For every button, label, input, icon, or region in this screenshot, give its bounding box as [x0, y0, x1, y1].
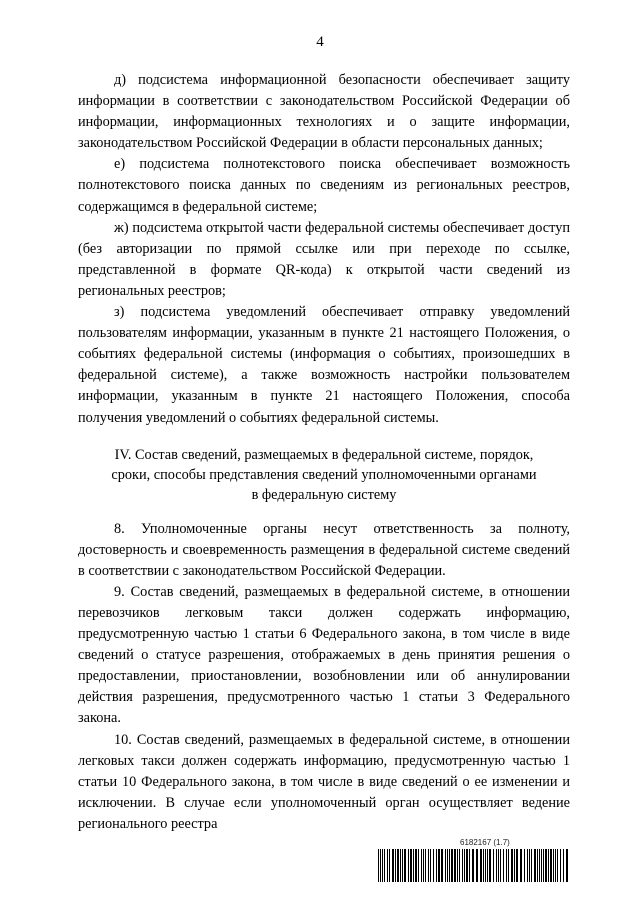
paragraph-9: 9. Состав сведений, размещаемых в федеральной системе, в отношении перевозчиков легковым такси должен содержать информацию, предусмотренную частью 1 статьи 6 Федерального закона, в том числе в виде сведений о статусе разрешения, отображаемых в день принятия решения о предоставлении, приостановлении, возобновлении или об аннулировании действия разрешения, предусмотренного частью 1 статьи 3 Федерального закона.	[78, 583, 570, 727]
page-number: 4	[316, 34, 324, 50]
paragraph-zh: ж) подсистема открытой части федеральной системы обеспечивает доступ (без авторизации по прямой ссылке или при переходе по ссылке, представленной в формате QR-кода) к открытой части сведений из региональных реестров;	[78, 219, 570, 299]
paragraph-10: 10. Состав сведений, размещаемых в федеральной системе, в отношении легковых такси должен содержать информацию, предусмотренную частью 1 статьи 10 Федерального закона, в том числе в виде сведений о ее изменении и исключении. В случае если уполномоченный орган осуществляет ведение регионального реестра	[78, 731, 570, 832]
section-heading	[78, 445, 570, 505]
section-heading-line-2: сроки, способы представления сведений уполномоченными органами	[111, 466, 537, 483]
barcode-icon	[378, 849, 570, 882]
section-heading-line-1: IV. Состав сведений, размещаемых в федеральной системе, порядок,	[114, 446, 534, 463]
document-barcode	[378, 838, 570, 886]
section-heading-line-3: в федеральную систему	[251, 486, 397, 503]
paragraph-z: з) подсистема уведомлений обеспечивает отправку уведомлений пользователям информации, указанным в пункте 21 настоящего Положения, о событиях федеральной системы (информация о событиях, произошедших в федеральной системе), а также возможность настройки пользователем информации, указанным в пункте 21 настоящего Положения, способа получения уведомлений о событиях федеральной системы.	[78, 304, 570, 426]
paragraph-e: е) подсистема полнотекстового поиска обеспечивает возможность полнотекстового поиска данных по сведениям из региональных реестров, содержащимся в федеральной системе;	[78, 156, 570, 215]
paragraph-8: 8. Уполномоченные органы несут ответственность за полноту, достоверность и своевременность размещения в федеральной системе сведений в соответствии с законодательством Российской Федерации.	[78, 520, 570, 579]
paragraph-d: д) подсистема информационной безопасности обеспечивает защиту информации в соответствии с законодательством Российской Федерации об информации, информационных технологиях и о защите информации, законодательством Российской Федерации в области персональных данных;	[78, 72, 570, 152]
document-body	[78, 70, 570, 835]
barcode-label: 6182167 (1.7)	[460, 838, 510, 847]
